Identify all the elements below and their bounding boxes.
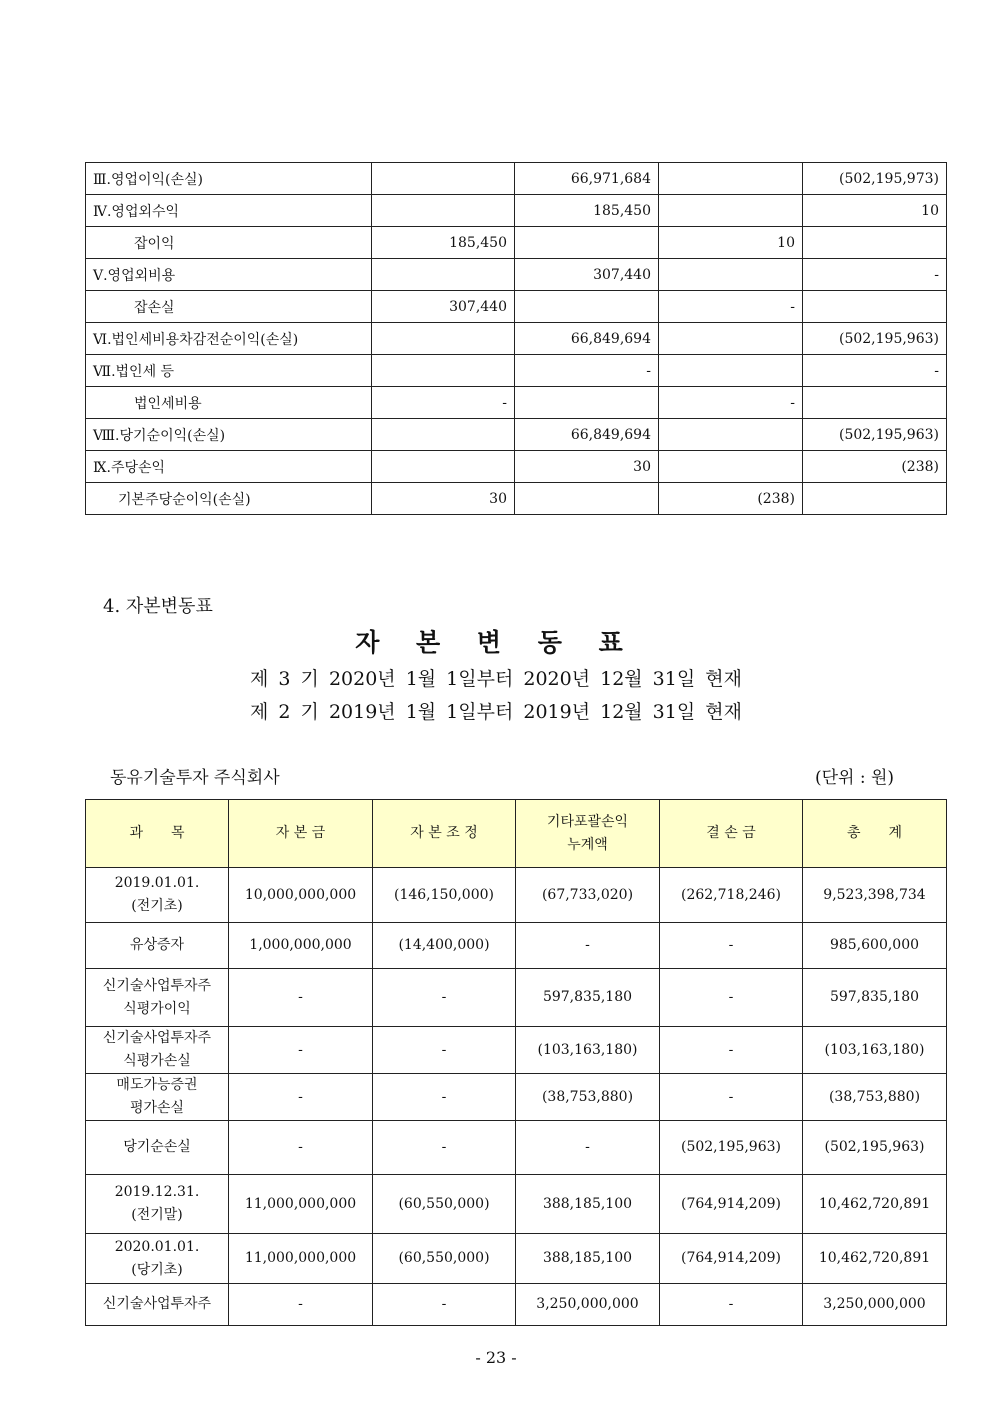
income-row-value: - bbox=[803, 355, 947, 387]
income-row-label: Ⅲ.영업이익(손실) bbox=[86, 163, 372, 195]
income-row-value bbox=[659, 355, 803, 387]
income-row-value: - bbox=[659, 291, 803, 323]
income-row-value bbox=[803, 227, 947, 259]
equity-row-value: (103,163,180) bbox=[516, 1027, 660, 1074]
equity-row-value: - bbox=[229, 1284, 373, 1326]
income-row-label: Ⅵ.법인세비용차감전순이익(손실) bbox=[86, 323, 372, 355]
income-row-value: - bbox=[659, 387, 803, 419]
equity-row-value: - bbox=[373, 1121, 516, 1175]
income-statement-table bbox=[85, 162, 947, 515]
equity-row-value: 11,000,000,000 bbox=[229, 1234, 373, 1284]
income-row-label: Ⅶ.법인세 등 bbox=[86, 355, 372, 387]
equity-row-value: (502,195,963) bbox=[660, 1121, 803, 1175]
page-number: - 23 - bbox=[475, 1348, 517, 1367]
equity-row-value: - bbox=[660, 1284, 803, 1326]
equity-row-value: (60,550,000) bbox=[373, 1234, 516, 1284]
income-row-value bbox=[803, 387, 947, 419]
income-row bbox=[86, 163, 947, 195]
company-name: 동유기술투자 주식회사 bbox=[110, 768, 280, 788]
header-account: 과 목 bbox=[86, 800, 229, 868]
income-row-value: (502,195,973) bbox=[803, 163, 947, 195]
income-row-value: - bbox=[372, 387, 515, 419]
equity-row-value: 10,462,720,891 bbox=[803, 1234, 947, 1284]
equity-row-value: (103,163,180) bbox=[803, 1027, 947, 1074]
equity-row-value: - bbox=[373, 1027, 516, 1074]
income-row-label: 잡손실 bbox=[86, 291, 372, 323]
income-row-value: 66,849,694 bbox=[515, 323, 659, 355]
equity-row-value: 9,523,398,734 bbox=[803, 868, 947, 923]
income-row-label: 기본주당순이익(손실) bbox=[86, 483, 372, 515]
income-row-value: (238) bbox=[659, 483, 803, 515]
income-row-value bbox=[803, 291, 947, 323]
income-row-value bbox=[659, 451, 803, 483]
equity-row-value: (60,550,000) bbox=[373, 1175, 516, 1234]
income-row-value bbox=[803, 483, 947, 515]
equity-row-label: 신기술사업투자주 bbox=[86, 1284, 229, 1326]
equity-row-value: (764,914,209) bbox=[660, 1175, 803, 1234]
income-row-value: - bbox=[803, 259, 947, 291]
income-row-value: 185,450 bbox=[515, 195, 659, 227]
equity-row-value: 388,185,100 bbox=[516, 1175, 660, 1234]
equity-row-value: 388,185,100 bbox=[516, 1234, 660, 1284]
income-row-value bbox=[372, 419, 515, 451]
equity-row-label: 당기순손실 bbox=[86, 1121, 229, 1175]
income-row-label: 잡이익 bbox=[86, 227, 372, 259]
period-line-prior: 제 2 기 2019년 1월 1일부터 2019년 12월 31일 현재 bbox=[250, 701, 742, 723]
income-row-value: (502,195,963) bbox=[803, 323, 947, 355]
equity-row bbox=[86, 1121, 947, 1175]
header-aoci: 기타포괄손익 누계액 bbox=[516, 800, 660, 868]
income-row-value: (238) bbox=[803, 451, 947, 483]
equity-row-label: 신기술사업투자주 식평가이익 bbox=[86, 969, 229, 1027]
header-deficit: 결 손 금 bbox=[660, 800, 803, 868]
equity-row-value: - bbox=[373, 1074, 516, 1121]
equity-row-value: 597,835,180 bbox=[803, 969, 947, 1027]
income-row-value bbox=[372, 195, 515, 227]
equity-row-value: 1,000,000,000 bbox=[229, 923, 373, 969]
equity-row bbox=[86, 1284, 947, 1326]
income-row-label: Ⅸ.주당손익 bbox=[86, 451, 372, 483]
equity-row-value: 3,250,000,000 bbox=[803, 1284, 947, 1326]
equity-statement-table bbox=[85, 799, 947, 1326]
income-row-value: 66,849,694 bbox=[515, 419, 659, 451]
income-row-value: 30 bbox=[515, 451, 659, 483]
income-row-value: 307,440 bbox=[515, 259, 659, 291]
income-row-value bbox=[372, 323, 515, 355]
income-row bbox=[86, 451, 947, 483]
equity-row bbox=[86, 1234, 947, 1284]
income-row-value: 10 bbox=[659, 227, 803, 259]
equity-row-value: - bbox=[229, 1074, 373, 1121]
equity-row-label: 2020.01.01. (당기초) bbox=[86, 1234, 229, 1284]
equity-row-value: (38,753,880) bbox=[803, 1074, 947, 1121]
income-row-value bbox=[659, 195, 803, 227]
equity-row bbox=[86, 969, 947, 1027]
equity-statement-body bbox=[86, 800, 947, 1326]
income-row bbox=[86, 291, 947, 323]
income-row-label: Ⅴ.영업외비용 bbox=[86, 259, 372, 291]
income-row-value: 30 bbox=[372, 483, 515, 515]
equity-row-label: 유상증자 bbox=[86, 923, 229, 969]
equity-row bbox=[86, 868, 947, 923]
equity-row-value: 985,600,000 bbox=[803, 923, 947, 969]
equity-row-value: - bbox=[660, 969, 803, 1027]
section-heading: 4. 자본변동표 bbox=[103, 596, 213, 617]
equity-row-label: 신기술사업투자주 식평가손실 bbox=[86, 1027, 229, 1074]
equity-row-value: - bbox=[229, 969, 373, 1027]
equity-row-value: (502,195,963) bbox=[803, 1121, 947, 1175]
equity-row-label: 2019.12.31. (전기말) bbox=[86, 1175, 229, 1234]
income-row bbox=[86, 227, 947, 259]
income-row-value bbox=[659, 323, 803, 355]
income-row-value bbox=[372, 259, 515, 291]
equity-row bbox=[86, 923, 947, 969]
equity-row-value: (764,914,209) bbox=[660, 1234, 803, 1284]
income-row-value bbox=[515, 291, 659, 323]
header-total: 총 계 bbox=[803, 800, 947, 868]
equity-row-value: (146,150,000) bbox=[373, 868, 516, 923]
header-capital-adjustment: 자 본 조 정 bbox=[373, 800, 516, 868]
income-row-value bbox=[372, 163, 515, 195]
equity-row-value: - bbox=[373, 1284, 516, 1326]
equity-row-value: (262,718,246) bbox=[660, 868, 803, 923]
income-row-value bbox=[515, 483, 659, 515]
income-row bbox=[86, 323, 947, 355]
equity-row-label: 매도가능증권 평가손실 bbox=[86, 1074, 229, 1121]
income-row-value bbox=[372, 451, 515, 483]
equity-row bbox=[86, 1074, 947, 1121]
income-row-label: Ⅷ.당기순이익(손실) bbox=[86, 419, 372, 451]
equity-row-value: - bbox=[516, 923, 660, 969]
equity-row-value: - bbox=[229, 1121, 373, 1175]
equity-row-value: - bbox=[660, 923, 803, 969]
income-row-value bbox=[659, 419, 803, 451]
equity-row-value: (67,733,020) bbox=[516, 868, 660, 923]
equity-row bbox=[86, 1175, 947, 1234]
equity-header-row bbox=[86, 800, 947, 868]
header-capital: 자 본 금 bbox=[229, 800, 373, 868]
income-row-value: 10 bbox=[803, 195, 947, 227]
equity-row bbox=[86, 1027, 947, 1074]
income-row-value bbox=[515, 227, 659, 259]
equity-row-value: 597,835,180 bbox=[516, 969, 660, 1027]
equity-row-value: (14,400,000) bbox=[373, 923, 516, 969]
income-row-value bbox=[659, 259, 803, 291]
equity-row-value: 3,250,000,000 bbox=[516, 1284, 660, 1326]
income-row bbox=[86, 195, 947, 227]
equity-row-label: 2019.01.01. (전기초) bbox=[86, 868, 229, 923]
income-row-value: (502,195,963) bbox=[803, 419, 947, 451]
income-row-value bbox=[515, 387, 659, 419]
equity-row-value: - bbox=[660, 1074, 803, 1121]
income-row bbox=[86, 419, 947, 451]
income-row-value: 307,440 bbox=[372, 291, 515, 323]
equity-row-value: - bbox=[373, 969, 516, 1027]
income-row-value: - bbox=[515, 355, 659, 387]
unit-label: (단위 : 원) bbox=[815, 768, 895, 788]
income-row-value: 66,971,684 bbox=[515, 163, 659, 195]
period-line-current: 제 3 기 2020년 1월 1일부터 2020년 12월 31일 현재 bbox=[250, 668, 742, 690]
income-row bbox=[86, 355, 947, 387]
equity-row-value: 10,000,000,000 bbox=[229, 868, 373, 923]
income-statement-body bbox=[86, 163, 947, 515]
equity-row-value: - bbox=[229, 1027, 373, 1074]
income-row-label: 법인세비용 bbox=[86, 387, 372, 419]
income-row-value: 185,450 bbox=[372, 227, 515, 259]
income-row bbox=[86, 387, 947, 419]
equity-row-value: 11,000,000,000 bbox=[229, 1175, 373, 1234]
equity-row-value: - bbox=[660, 1027, 803, 1074]
equity-row-value: 10,462,720,891 bbox=[803, 1175, 947, 1234]
equity-row-value: (38,753,880) bbox=[516, 1074, 660, 1121]
income-row-label: Ⅳ.영업외수익 bbox=[86, 195, 372, 227]
income-row-value bbox=[372, 355, 515, 387]
income-row bbox=[86, 483, 947, 515]
statement-title: 자 본 변 동 표 bbox=[355, 628, 637, 657]
equity-row-value: - bbox=[516, 1121, 660, 1175]
income-row bbox=[86, 259, 947, 291]
income-row-value bbox=[659, 163, 803, 195]
